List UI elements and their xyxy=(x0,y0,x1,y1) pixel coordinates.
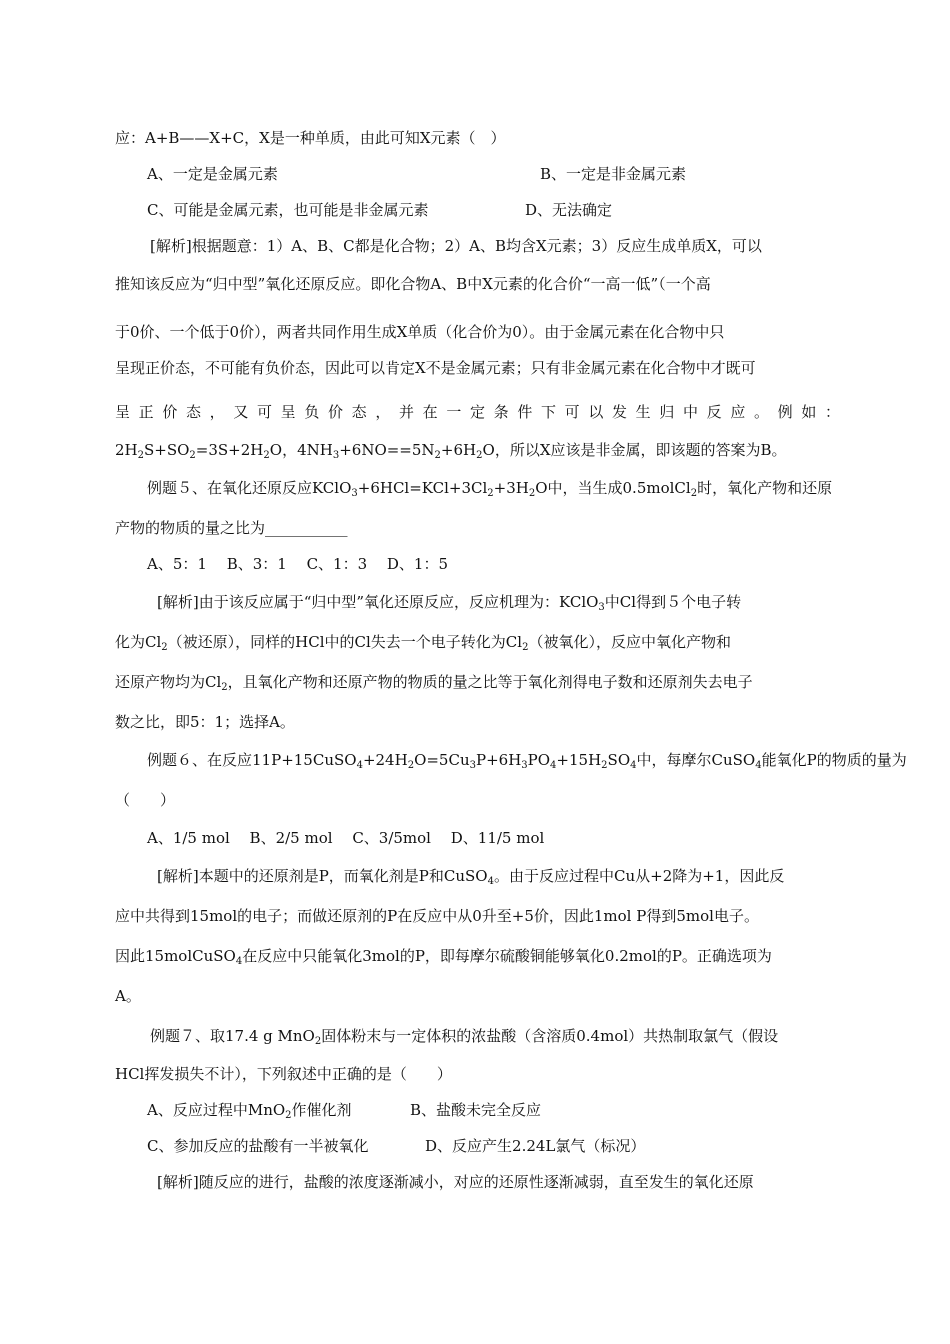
option-a: A、反应过程中MnO$_2$作催化剂 xyxy=(147,1101,352,1121)
option-c: C、参加反应的盐酸有一半被氧化 xyxy=(147,1137,369,1155)
text-line: （ ） xyxy=(115,791,176,809)
option-d: D、反应产生2.24L氯气（标况） xyxy=(425,1137,646,1155)
example-7-line: 例题７、取17.4 g MnO$_2$固体粉末与一定体积的浓盐酸（含溶质0.4mol）共热制取氯气（假设 xyxy=(150,1027,779,1047)
option-c: C、可能是金属元素，也可能是非金属元素 xyxy=(147,201,429,219)
option-a: A、一定是金属元素 xyxy=(147,165,278,183)
option-b: B、一定是非金属元素 xyxy=(540,165,687,183)
example-5-line: 例题５、在氧化还原反应$KClO_3+6HCl=KCl+3Cl_2+3H_2O$中，当生成0.5molCl$_2$时，氧化产物和还原 xyxy=(147,479,833,499)
analysis-line: 应中共得到15mol的电子；而做还原剂的P在反应中从0升至+5价，因此1mol P得到5mol电子。 xyxy=(115,907,759,925)
option-b: B、盐酸未完全反应 xyxy=(410,1101,542,1119)
analysis-line: 因此15molCuSO$_4$在反应中只能氧化3mol的P，即每摩尔硫酸铜能够氧化0.2mol的P。正确选项为 xyxy=(115,947,772,967)
analysis-line: 推知该反应为“归中型”氧化还原反应。即化合物A、B中X元素的化合价“一高一低”（一个高 xyxy=(115,275,711,293)
options-row: A、5：1 B、3：1 C、1：3 D、1：5 xyxy=(147,555,449,573)
analysis-line: 于0价、一个低于0价），两者共同作用生成X单质（化合价为0）。由于金属元素在化合物中只 xyxy=(115,323,725,341)
analysis-line: 数之比，即5：1；选择A。 xyxy=(115,713,295,731)
analysis-line: [解析]由于该反应属于“归中型”氧化还原反应，反应机理为：KClO$_3$中Cl得到５个电子转 xyxy=(157,593,742,613)
equation-line: $2H_2S+SO_2=3S+2H_2O$，$4NH_3+6NO==5N_2+6H_2O$，所以X应该是非金属，即该题的答案为B。 xyxy=(115,441,787,461)
text-line: 产物的物质的量之比为___________ xyxy=(115,519,348,537)
analysis-line: [解析]随反应的进行，盐酸的浓度逐渐减小，对应的还原性逐渐减弱，直至发生的氧化还原 xyxy=(157,1173,754,1191)
analysis-line: 呈正价态，又可呈负价态，并在一定条件下可以发生归中反应。例如： xyxy=(115,403,840,421)
analysis-line: 呈现正价态，不可能有负价态，因此可以肯定X不是金属元素；只有非金属元素在化合物中才既可 xyxy=(115,359,756,377)
text-line: 应：A+B——X+C，X是一种单质，由此可知X元素（ ） xyxy=(115,129,506,147)
text-line: HCl挥发损失不计），下列叙述中正确的是（ ） xyxy=(115,1065,452,1083)
analysis-line: [解析]本题中的还原剂是P，而氧化剂是P和CuSO$_4$。由于反应过程中Cu从+2降为+1，因此反 xyxy=(157,867,785,887)
analysis-line: 还原产物均为$Cl_2$，且氧化产物和还原产物的物质的量之比等于氧化剂得电子数和还原剂失去电子 xyxy=(115,673,753,693)
options-row: A、1/5 mol B、2/5 mol C、3/5mol D、11/5 mol xyxy=(147,829,545,847)
example-6-line: 例题６、在反应$11P+15CuSO_4+24H_2O=5Cu_3P+6H_3PO_4+15H_2SO_4$中，每摩尔CuSO$_4$能氧化P的物质的量为 xyxy=(147,751,907,771)
analysis-line: 化为$Cl_2$（被还原），同样的HCl中的Cl失去一个电子转化为$Cl_2$（被氧化），反应中氧化产物和 xyxy=(115,633,731,653)
option-d: D、无法确定 xyxy=(525,201,613,219)
analysis-line: A。 xyxy=(115,987,141,1005)
analysis-line: [解析]根据题意：1）A、B、C都是化合物；2）A、B均含X元素；3）反应生成单质X，可以 xyxy=(150,237,762,255)
